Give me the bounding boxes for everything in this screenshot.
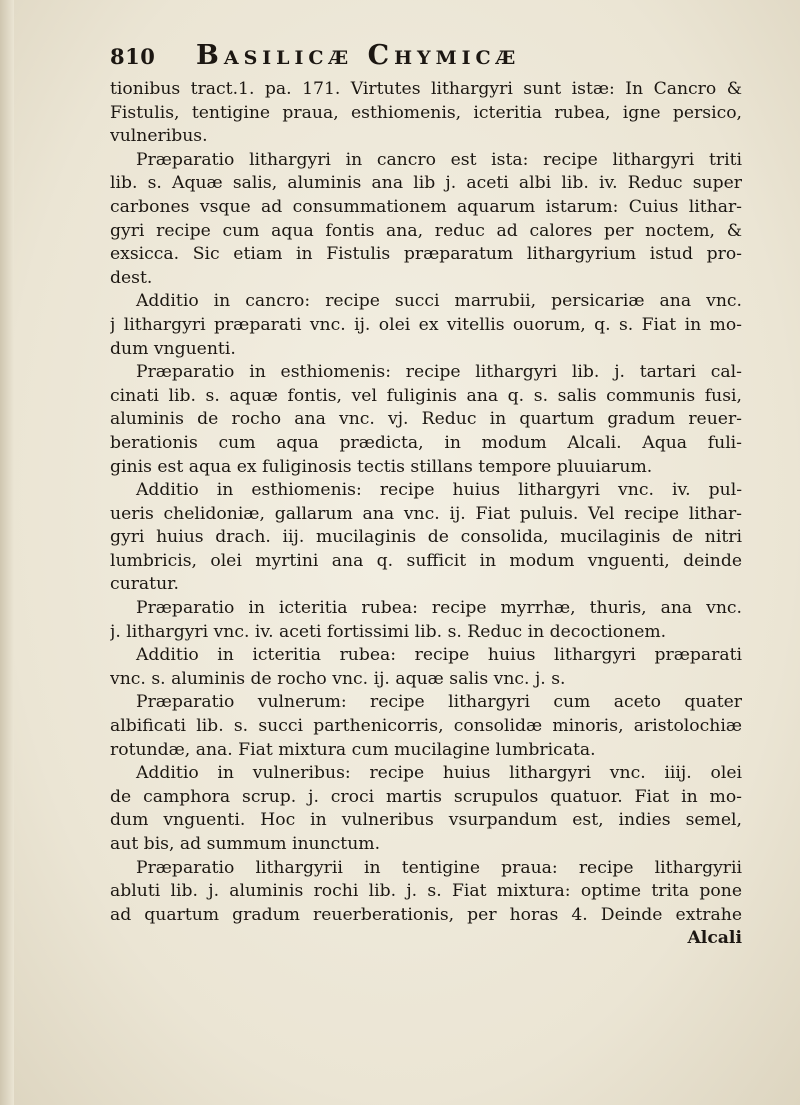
text-line: rotundæ, ana. Fiat mixtura cum mucilagine lumbricata. [110, 739, 596, 760]
text-line: albificati lib. s. succi parthenicorris, consolidæ minoris, aristolochiæ [110, 716, 742, 737]
text-line: Additio in esthiomenis: recipe huius lithargyri vnc. iv. pul- [136, 480, 742, 501]
catchword: Alcali [687, 928, 742, 949]
text-line: de camphora scrup. j. croci martis scrupulos quatuor. Fiat in mo- [110, 786, 742, 807]
text-line: berationis cum aqua prædicta, in modum Alcali. Aqua fuli- [110, 432, 742, 453]
text-line: abluti lib. j. aluminis rochi lib. j. s. Fiat mixtura: optime trita pone [110, 881, 742, 902]
text-line: j lithargyri præparati vnc. ij. olei ex vitellis ouorum, q. s. Fiat in mo- [110, 314, 742, 335]
text-line: aut bis, ad summum inunctum. [110, 834, 381, 854]
text-line: vulneribus. [110, 126, 208, 147]
text-line: dum vnguenti. [110, 338, 236, 359]
text-line: Præparatio lithargyri in cancro est ista: recipe lithargyri triti [136, 149, 742, 170]
text-line: lumbricis, olei myrtini ana q. sufficit in modum vnguenti, deinde [110, 550, 742, 571]
text-line: cinati lib. s. aquæ fontis, vel fuliginis ana q. s. salis communis fusi, [110, 385, 742, 406]
text-line: curatur. [110, 574, 179, 595]
text-line: Præparatio in icteritia rubea: recipe myrrhæ, thuris, ana vnc. [136, 598, 742, 619]
text-line: lib. s. Aquæ salis, aluminis ana lib j. aceti albi lib. iv. Reduc super [110, 173, 742, 194]
text-line: ueris chelidoniæ, gallarum ana vnc. ij. Fiat puluis. Vel recipe lithar- [110, 503, 742, 524]
text-line: Additio in vulneribus: recipe huius lithargyri vnc. iiij. olei [136, 763, 742, 784]
text-line: j. lithargyri vnc. iv. aceti fortissimi lib. s. Reduc in decoctionem. [110, 621, 667, 642]
text-line: tionibus tract.1. pa. 171. Virtutes lithargyri sunt istæ: In Cancro & [110, 79, 742, 99]
text-line: Additio in cancro: recipe succi marrubii, persicariæ ana vnc. [136, 291, 742, 312]
text-line: Præparatio lithargyrii in tentigine praua: recipe lithargyrii [136, 857, 742, 878]
running-title: Basilicæ Chymicæ [196, 40, 521, 71]
text-line: Additio in icteritia rubea: recipe huius lithargyri præparati [136, 645, 742, 666]
body-text [110, 78, 742, 951]
text-line: aluminis de rocho ana vnc. vj. Reduc in quartum gradum reuer- [110, 409, 742, 430]
text-line: gyri recipe cum aqua fontis ana, reduc ad calores per noctem, & [110, 220, 742, 241]
text-line: dum vnguenti. Hoc in vulneribus vsurpandum est, indies semel, [110, 810, 742, 831]
text-line: Præparatio in esthiomenis: recipe lithargyri lib. j. tartari cal- [136, 362, 742, 383]
text-line: carbones vsque ad consummationem aquarum istarum: Cuius lithar- [110, 196, 742, 217]
page-gutter-shadow [0, 0, 14, 1105]
text-line: Præparatio vulnerum: recipe lithargyri cum aceto quater [136, 692, 742, 713]
page-header [110, 38, 750, 72]
text-line: exsicca. Sic etiam in Fistulis præparatum lithargyrium istud pro- [110, 244, 742, 265]
text-line: dest. [110, 267, 153, 288]
text-line: gyri huius drach. iij. mucilaginis de consolida, mucilaginis de nitri [110, 527, 742, 548]
page-number: 810 [110, 44, 156, 69]
text-line: ginis est aqua ex fuliginosis tectis stillans tempore pluuiarum. [110, 456, 653, 477]
text-line: vnc. s. aluminis de rocho vnc. ij. aquæ salis vnc. j. s. [110, 668, 566, 689]
text-line: ad quartum gradum reuerberationis, per horas 4. Deinde extrahe [110, 904, 742, 925]
text-line: Fistulis, tentigine praua, esthiomenis, icteritia rubea, igne persico, [110, 102, 742, 123]
